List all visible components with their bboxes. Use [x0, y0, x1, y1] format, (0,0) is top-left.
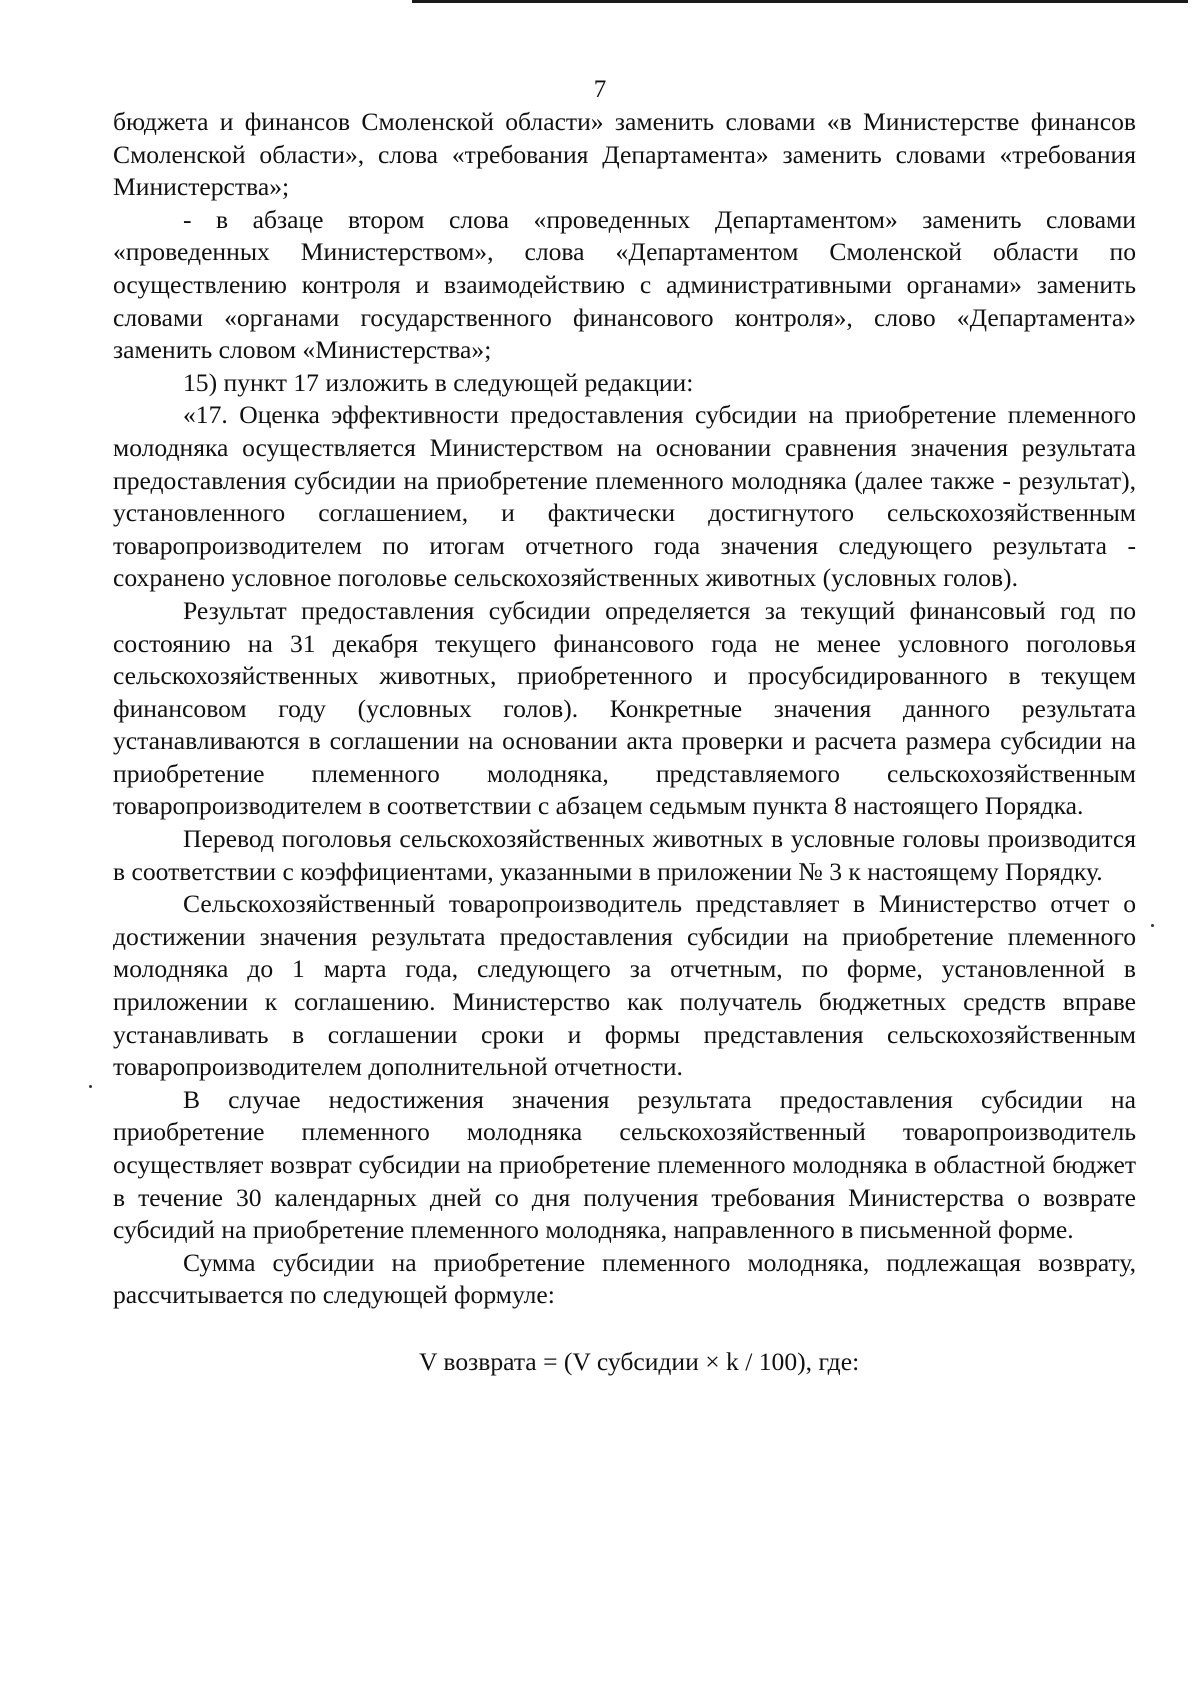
paragraph-continuation: бюджета и финансов Смоленской области» заменить словами «в Министерстве финансов Смоленской области», слова «требования Департамента» заменить словами «требования Министерства»;: [113, 107, 1136, 202]
document-body: [113, 106, 1136, 1379]
scan-speck: [1151, 924, 1154, 927]
formula: V возврата = (V субсидии × k / 100), где:: [419, 1346, 860, 1376]
page-number: 7: [593, 76, 607, 103]
scan-border-line: [412, 0, 1188, 3]
paragraph-abzac-second: - в абзаце втором слова «проведенных Департаментом» заменить словами «проведенных Министерством», слова «Департаментом Смоленской области по осуществлению контроля и взаимодействию с административными органами» заменить словами «органами государственного финансового контроля», слово «Департамента» заменить словом «Министерства»;: [113, 204, 1136, 365]
paragraph-conversion: Перевод поголовья сельскохозяйственных животных в условные головы производится в соответствии с коэффициентами, указанными в приложении № 3 к настоящему Порядку.: [113, 824, 1136, 886]
paragraph-item-15: 15) пункт 17 изложить в следующей редакции:: [183, 367, 694, 397]
paragraph-report: Сельскохозяйственный товаропроизводитель представляет в Министерство отчет о достижении значения результата предоставления субсидии на приобретение племенного молодняка до 1 марта года, следующего за отчетным, по форме, установленной в приложении к соглашению. Министерство как получатель бюджетных средств вправе устанавливать в соглашении сроки и формы представления сельскохозяйственным товаропроизводителем дополнительной отчетности.: [113, 889, 1136, 1082]
scan-speck: [89, 1085, 92, 1088]
paragraph-result-definition: Результат предоставления субсидии определяется за текущий финансовый год по состоянию на 31 декабря текущего финансового года не менее условного поголовья сельскохозяйственных животных, приобретенного и просубсидированного в текущем финансовом году (условных голов). Конкретные значения данного результата устанавливаются в соглашении на основании акта проверки и расчета размера субсидии на приобретение племенного молодняка, представляемого сельскохозяйственным товаропроизводителем в соответствии с абзацем седьмым пункта 8 настоящего Порядка.: [113, 595, 1136, 821]
paragraph-formula-intro: Сумма субсидии на приобретение племенного молодняка, подлежащая возврату, рассчитывается по следующей формуле:: [113, 1247, 1136, 1310]
paragraph-item-17: «17. Оценка эффективности предоставления субсидии на приобретение племенного молодняка осуществляется Министерством на основании сравнения значения результата предоставления субсидии на приобретение племенного молодняка (далее также - результат), установленного соглашением, и фактически достигнутого сельскохозяйственным товаропроизводителем по итогам отчетного года значения следующего результата - сохранено условное поголовье сельскохозяйственных животных (условных голов).: [113, 400, 1136, 593]
paragraph-refund: В случае недостижения значения результата предоставления субсидии на приобретение племенного молодняка сельскохозяйственный товаропроизводитель осуществляет возврат субсидии на приобретение племенного молодняка в областной бюджет в течение 30 календарных дней со дня получения требования Министерства о возврате субсидий на приобретение племенного молодняка, направленного в письменной форме.: [113, 1084, 1136, 1245]
